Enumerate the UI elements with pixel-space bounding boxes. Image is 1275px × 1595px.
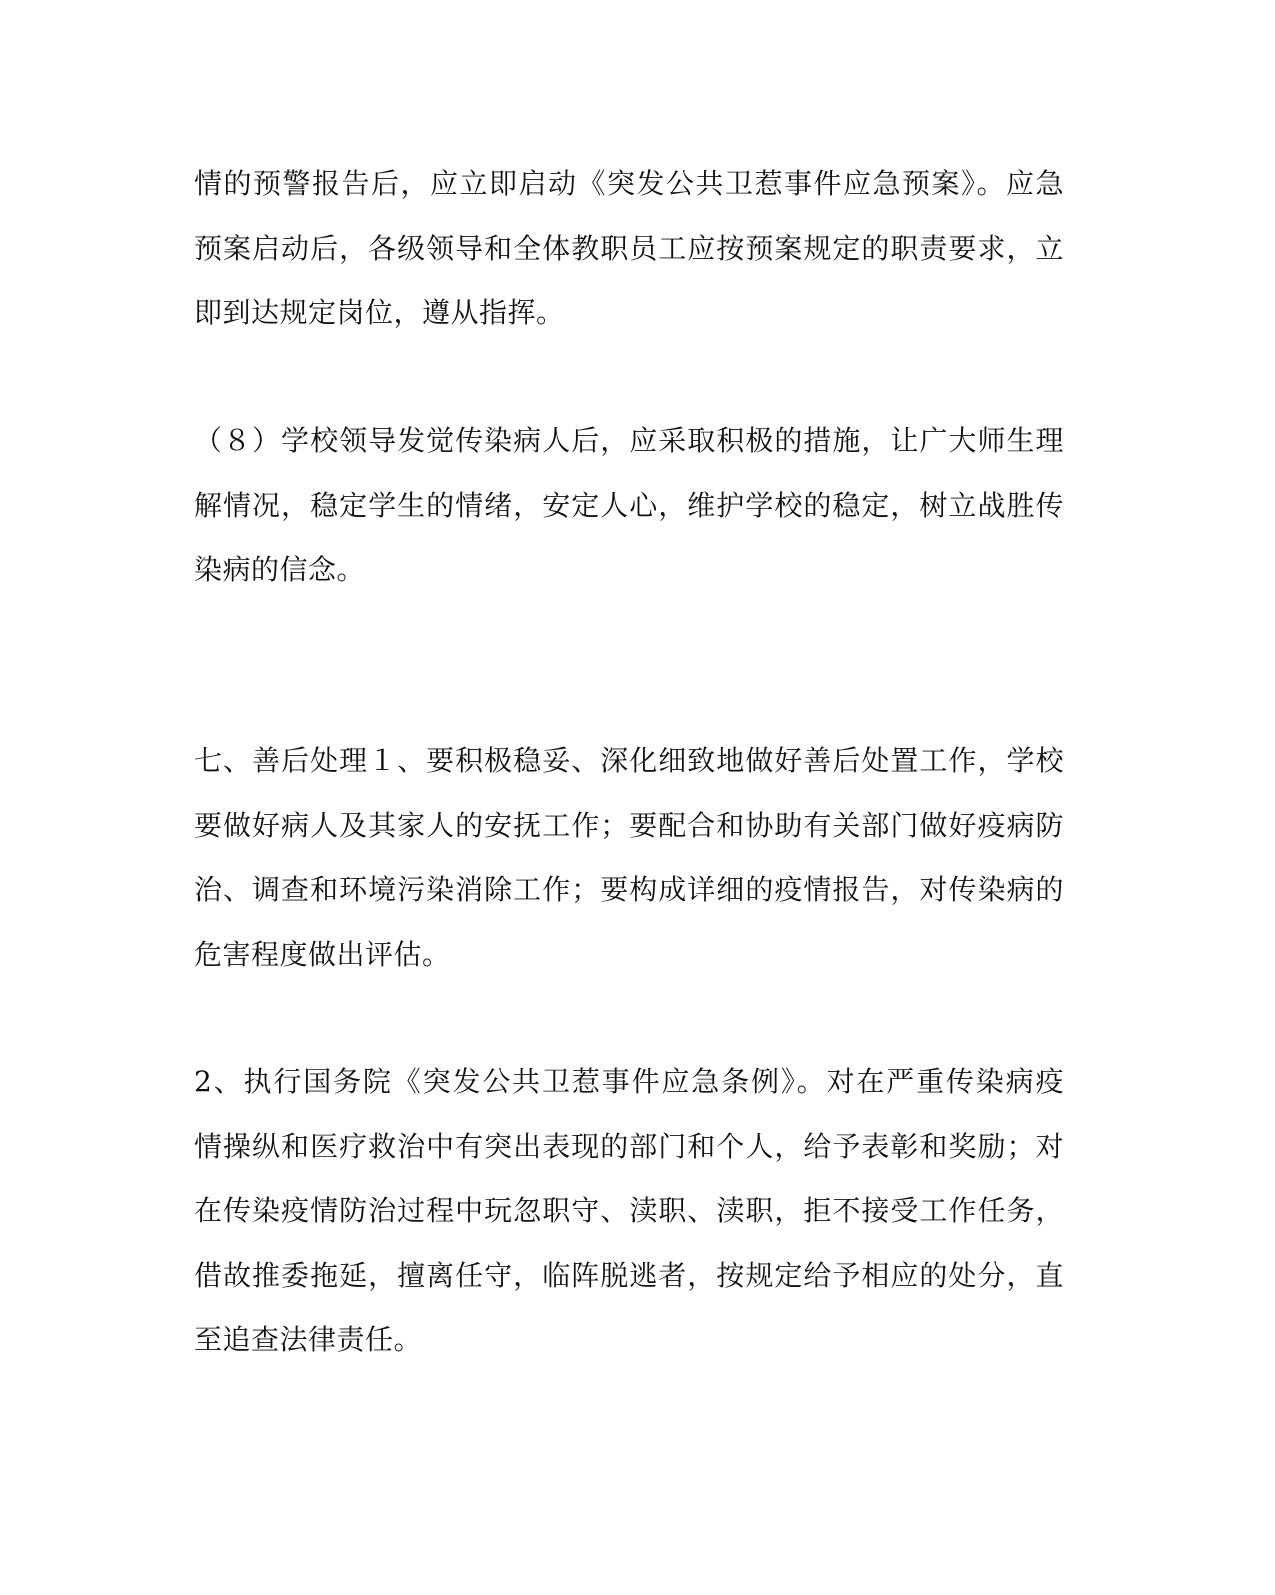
text-line: 借故推委拖延，擅离任守，临阵脱逃者，按规定给予相应的处分，直 [194,1258,1064,1292]
paragraph-item-8 [194,409,1064,603]
text-line: 预案启动后，各级领导和全体教职员工应按预案规定的职责要求，立 [194,231,1064,265]
text-line: 至追查法律责任。 [194,1323,423,1356]
text-line: 2、执行国务院《突发公共卫惹事件应急条例》。对在严重传染病疫 [194,1065,1064,1098]
text-line: （８）学校领导发觉传染病人后，应采取积极的措施，让广大师生理 [194,424,1064,457]
paragraph-regulation-enforcement [194,1050,1064,1373]
text-line: 染病的信念。 [194,553,366,586]
text-line: 危害程度做出评估。 [194,937,451,971]
text-line: 七、善后处理１、要积极稳妥、深化细致地做好善后处置工作，学校 [194,744,1064,777]
text-line: 情操纵和医疗救治中有突出表现的部门和个人，给予表彰和奖励；对 [194,1129,1064,1163]
text-line: 在传染疫情防治过程中玩忽职守、渎职、渎职，拒不接受工作任务， [194,1194,1064,1227]
text-line: 情的预警报告后，应立即启动《突发公共卫惹事件应急预案》。应急 [194,167,1064,200]
paragraph-emergency-plan [194,152,1064,346]
text-line: 要做好病人及其家人的安抚工作；要配合和协助有关部门做好疫病防 [194,808,1064,842]
text-line: 解情况，稳定学生的情绪，安定人心，维护学校的稳定，树立战胜传 [194,488,1064,522]
text-line: 即到达规定岗位，遵从指挥。 [194,296,565,329]
text-line: 治、调查和环境污染消除工作；要构成详细的疫情报告，对传染病的 [194,873,1064,906]
paragraph-aftermath-handling [194,729,1064,987]
